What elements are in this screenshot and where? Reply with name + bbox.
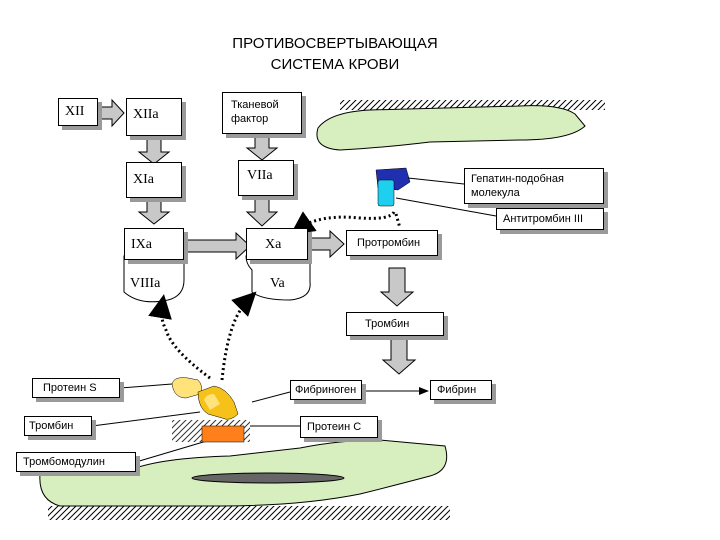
heparin-label-box <box>464 168 604 204</box>
antithrombin-molecule <box>378 180 394 206</box>
factor-xia-label: XIa <box>133 172 154 187</box>
protein-c-molecule <box>202 426 244 442</box>
tissue-factor-label-2: фактор <box>231 113 269 125</box>
fibrin-box <box>430 380 492 400</box>
arrow-xiia-to-xia <box>139 136 169 164</box>
antithrombin-label: Антитромбин III <box>503 213 584 225</box>
factor-viia-label: VIIa <box>247 168 273 183</box>
dotted-arrow-to-viiia <box>162 306 211 378</box>
factor-xia-box <box>126 162 182 198</box>
factor-ixa-label: IXa <box>131 237 152 252</box>
arrow-xii-to-xiia <box>98 100 124 126</box>
diagram-title <box>200 33 470 75</box>
leader-heparin <box>408 178 464 184</box>
factor-ixa-box <box>124 228 184 260</box>
fibrin-label: Фибрин <box>437 384 477 396</box>
factor-va-label: Va <box>270 276 285 291</box>
title-line-2: СИСТЕМА КРОВИ <box>270 56 400 73</box>
prothrombin-box <box>346 230 438 256</box>
dotted-arrow-to-prothrombin <box>396 214 400 228</box>
prothrombin-label: Протромбин <box>357 237 421 249</box>
fibrinogen-label: Фибриноген <box>295 384 357 396</box>
fibrinogen-box <box>290 380 362 400</box>
thrombin-bottom-box <box>24 416 92 436</box>
factor-xa-label: Xa <box>265 237 282 252</box>
factor-xiia-box <box>126 98 182 136</box>
thrombomodulin-label: Тромбомодулин <box>23 456 105 468</box>
tissue-factor-label-1: Тканевой <box>231 99 279 111</box>
antithrombin-label-box <box>496 208 604 230</box>
factor-viia-box <box>238 160 294 196</box>
vessel-pore <box>192 473 344 483</box>
arrow-xia-to-ixa <box>139 198 169 224</box>
thrombin-box <box>346 312 444 336</box>
heparin-label-2: молекула <box>471 187 520 199</box>
protein-s-box <box>32 378 120 398</box>
tissue-factor-box <box>222 92 302 134</box>
protein-s-molecule <box>172 378 202 398</box>
protein-c-box <box>300 416 378 438</box>
leader-fibrinogen <box>252 392 290 402</box>
title-line-1: ПРОТИВОСВЕРТЫВАЮЩАЯ <box>232 35 438 52</box>
protein-s-label: Протеин S <box>43 382 97 394</box>
factor-xii-label: XII <box>65 104 85 119</box>
dotted-arrow-to-xa <box>300 212 394 228</box>
thrombin-label: Тромбин <box>365 318 410 330</box>
lower-hatched-band <box>48 506 450 520</box>
upper-vessel-wall <box>317 106 585 150</box>
thrombomodulin-box <box>16 452 136 472</box>
factor-xa-box <box>246 228 308 260</box>
arrow-thrombin-to-fibrin <box>383 336 415 374</box>
arrow-ixa-to-xa <box>184 233 250 259</box>
heparin-label-1: Гепатин-подобная <box>471 173 564 185</box>
factor-xii-box <box>58 98 98 126</box>
leader-protein-s <box>120 384 172 388</box>
protein-c-label: Протеин С <box>307 421 362 433</box>
factor-xiia-label: XIIa <box>133 107 159 122</box>
factor-viiia-label: VIIIa <box>130 276 161 291</box>
thrombin-bottom-label: Тромбин <box>29 420 74 432</box>
arrow-tf-to-viia <box>247 134 277 160</box>
arrow-viia-to-xa <box>247 196 277 226</box>
dotted-arrow-to-va <box>222 300 248 380</box>
arrow-prothrombin-to-thrombin <box>381 268 413 306</box>
